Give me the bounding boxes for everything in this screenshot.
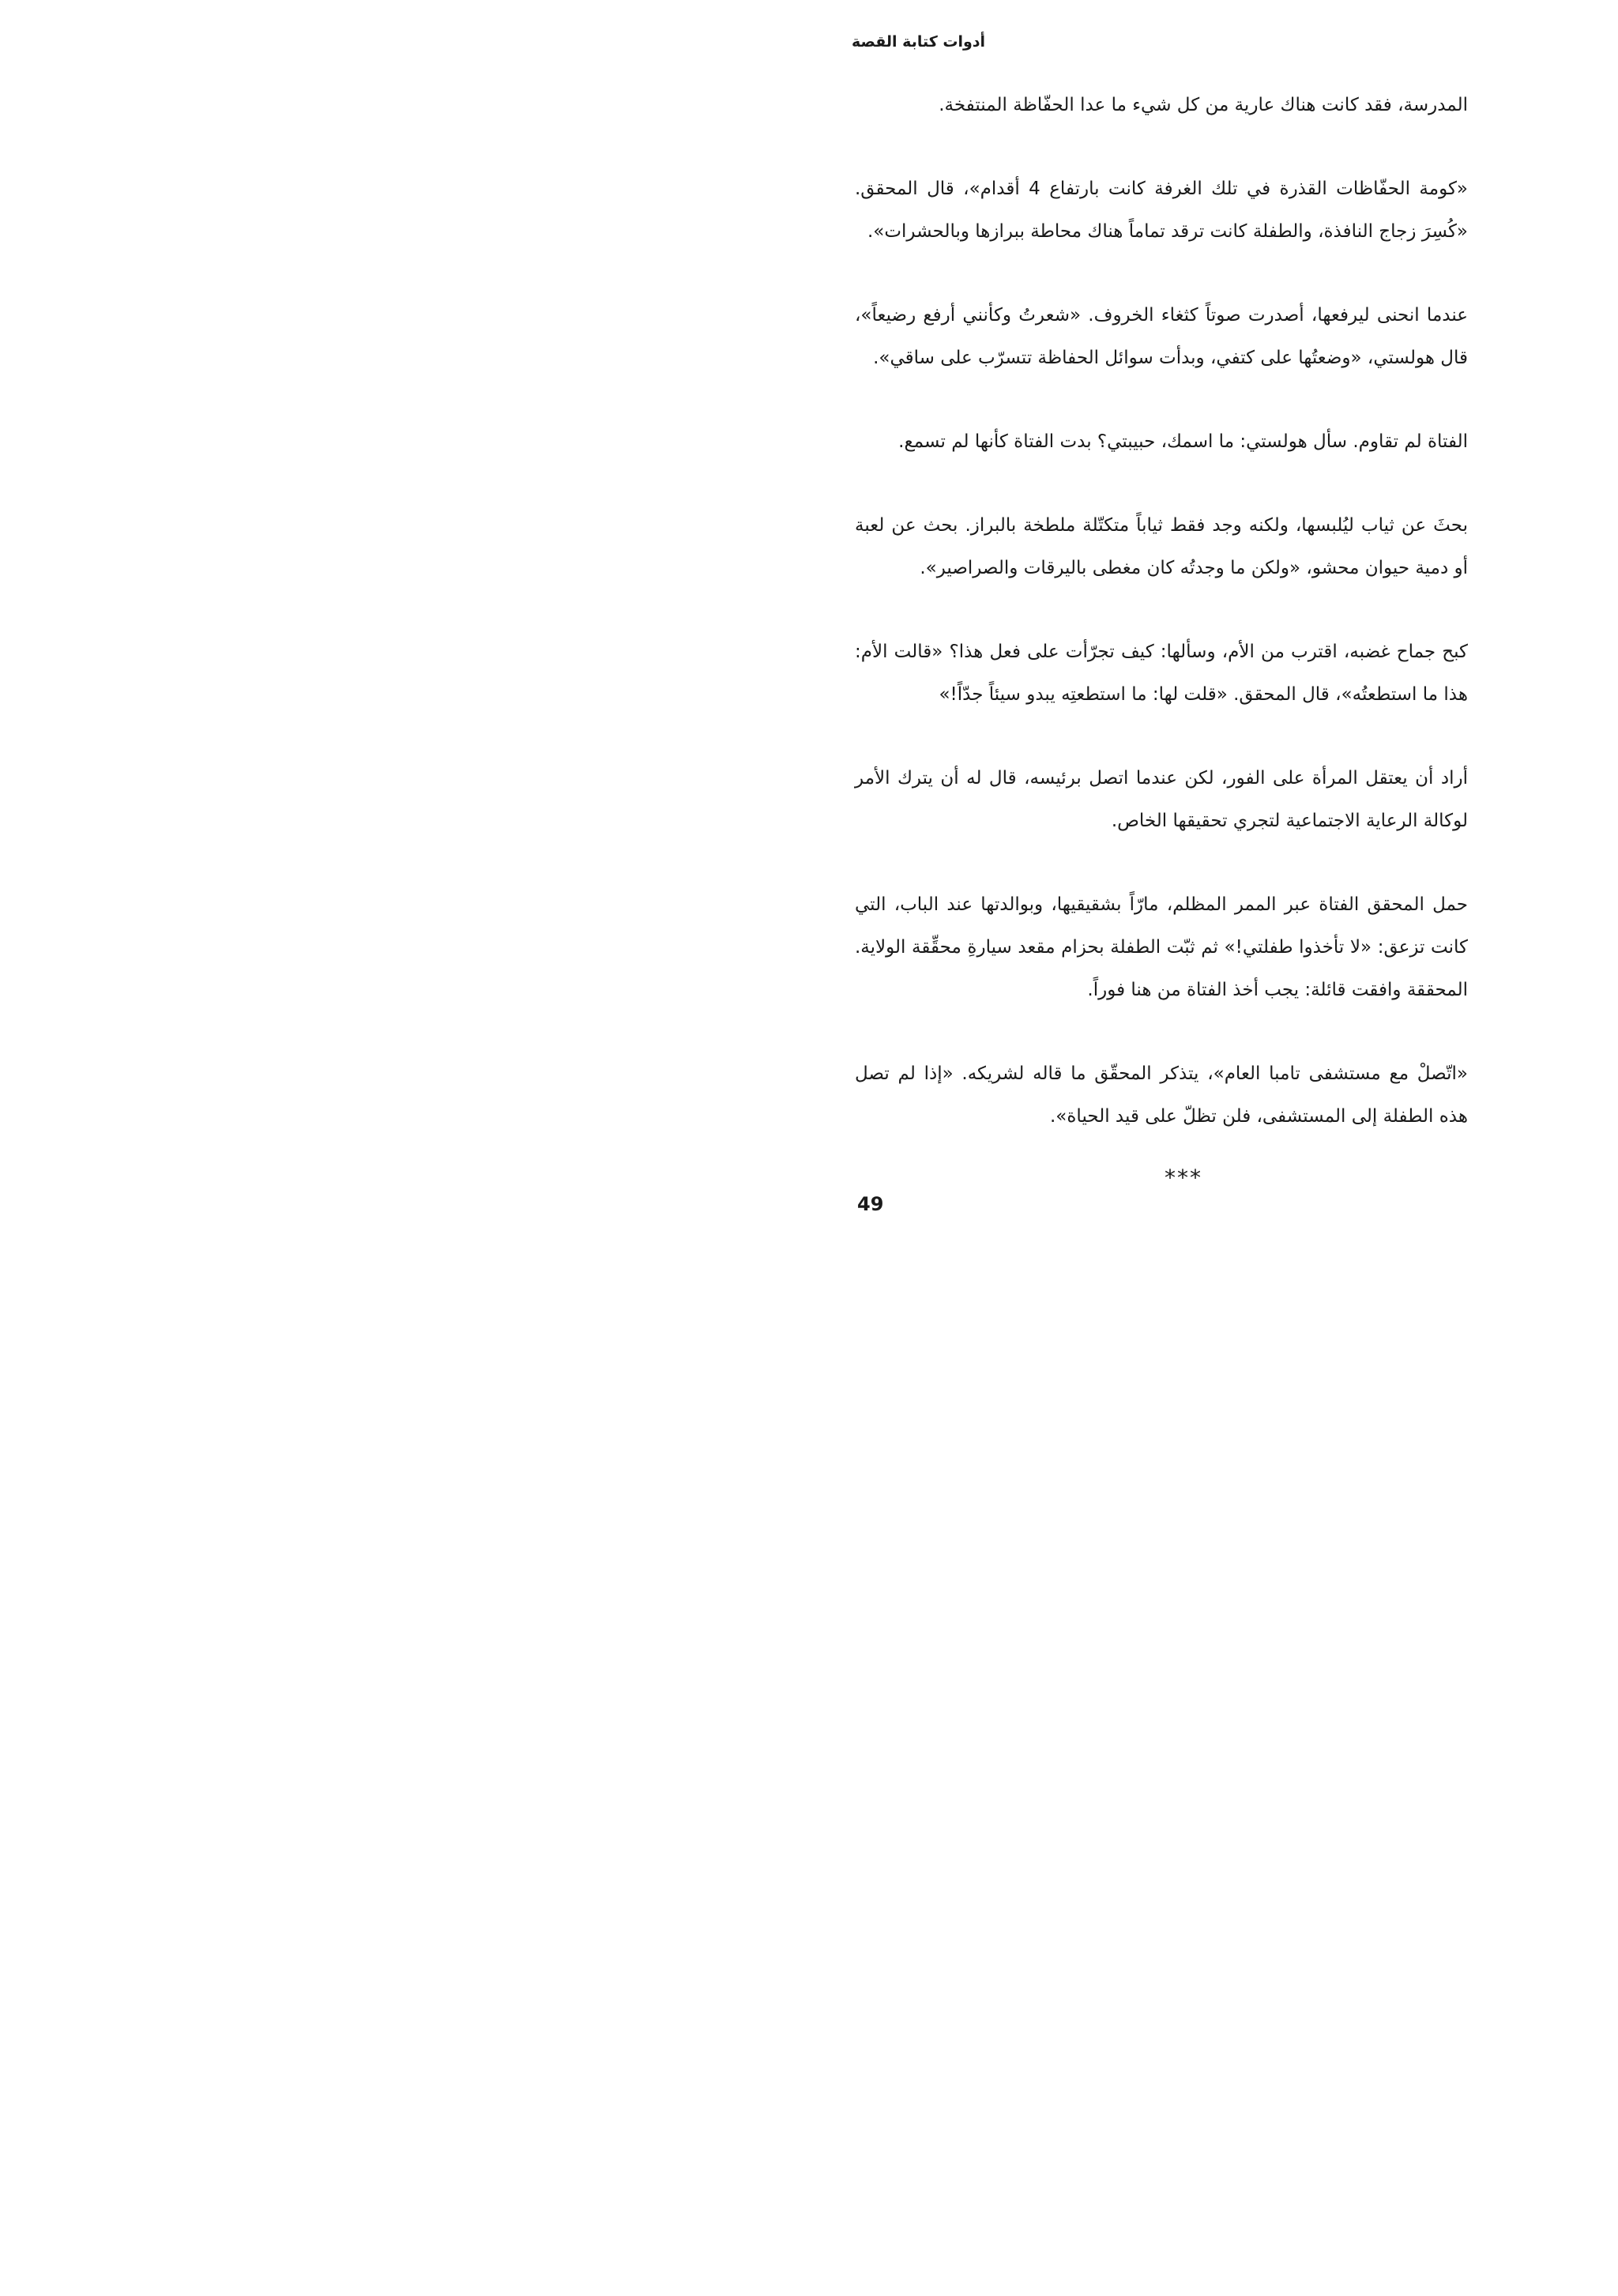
paragraph: عندما انحنى ليرفعها، أصدرت صوتاً كثغاء الخروف. «شعرتُ وكأنني أرفع رضيعاً»، قال هولستي، «وضعتُها على كتفي، وبدأت سوائل الحفاظة تتسرّب على ساقي». xyxy=(855,305,1468,368)
body-text xyxy=(855,84,1468,1179)
paragraph: الفتاة لم تقاوم. سأل هولستي: ما اسمك، حبيبتي؟ بدت الفتاة كأنها لم تسمع. xyxy=(898,431,1468,452)
paragraph: حمل المحقق الفتاة عبر الممر المظلم، مارّاً بشقيقيها، وبوالدتها عند الباب، التي كانت تزعق: «لا تأخذوا طفلتي!» ثم ثبّت الطفلة بحزام مقعد سيارةِ محقِّقة الولاية. المحققة وافقت قائلة: يجب أخذ الفتاة من هنا فوراً. xyxy=(855,894,1468,1000)
paragraph: «اتّصلْ مع مستشفى تامبا العام»، يتذكر المحقّق ما قاله لشريكه. «إذا لم تصل هذه الطفلة إلى المستشفى، فلن تظلّ على قيد الحياة». xyxy=(855,1063,1468,1127)
paragraph: بحثَ عن ثياب ليُلبسها، ولكنه وجد فقط ثياباً متكتّلة ملطخة بالبراز. بحث عن لعبة أو دمية حيوان محشو، «ولكن ما وجدتُه كان مغطى باليرقات والصراصير». xyxy=(855,515,1468,578)
paragraph: المدرسة، فقد كانت هناك عارية من كل شيء ما عدا الحفّاظة المنتفخة. xyxy=(939,95,1468,115)
running-header-title: أدوات كتابة القصة xyxy=(852,33,986,51)
section-break: *** xyxy=(1165,1165,1202,1191)
paragraph: كبح جماح غضبه، اقترب من الأم، وسألها: كيف تجرّأت على فعل هذا؟ «قالت الأم: هذا ما استطعتُه»، قال المحقق. «قلت لها: ما استطعتِه يبدو سيئاً جدّاً!» xyxy=(855,642,1468,705)
page-number: 49 xyxy=(857,1193,884,1215)
paragraph: أراد أن يعتقل المرأة على الفور، لكن عندما اتصل برئيسه، قال له أن يترك الأمر لوكالة الرعاية الاجتماعية لتجري تحقيقها الخاص. xyxy=(855,768,1468,831)
paragraph: «كومة الحفّاظات القذرة في تلك الغرفة كانت بارتفاع 4 أقدام»، قال المحقق. «كُسِرَ زجاج النافذة، والطفلة كانت ترقد تماماً هناك محاطة ببرازها وبالحشرات». xyxy=(855,179,1468,242)
